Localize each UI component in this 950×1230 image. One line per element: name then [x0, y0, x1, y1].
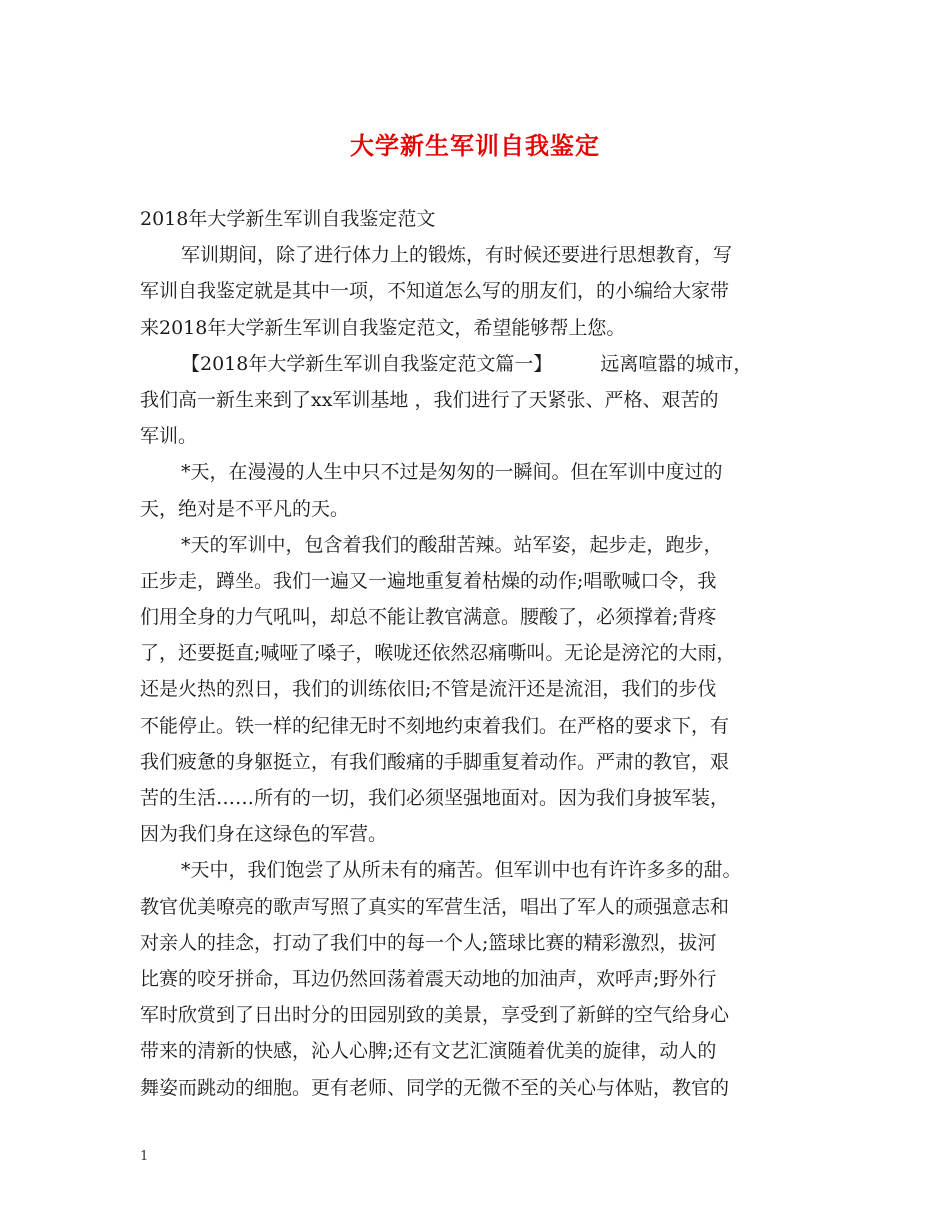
document-title: 大学新生军训自我鉴定	[350, 131, 600, 160]
paragraph-line: 比赛的咬牙拼命，耳边仍然回荡着震天动地的加油声，欢呼声;野外行	[140, 967, 717, 990]
paragraph-line: 来2018年大学新生军训自我鉴定范文，希望能够帮上您。	[140, 316, 626, 339]
paragraph-line: 教官优美嘹亮的歌声写照了真实的军营生活，唱出了军人的顽强意志和	[140, 895, 730, 918]
section-heading-line	[140, 346, 820, 382]
section-heading: 【2018年大学新生军训自我鉴定范文篇一】	[181, 352, 553, 375]
paragraph-line: 军训期间，除了进行体力上的锻炼，有时候还要进行思想教育，写	[181, 244, 733, 267]
paragraph-line: 苦的生活……所有的一切，我们必须坚强地面对。因为我们身披军装，	[140, 787, 730, 809]
paragraph-line: 我们高一新生来到了xx军训基地 ，我们进行了天紧张、严格、艰苦的	[140, 388, 719, 411]
paragraph-line: 天，绝对是不平凡的天。	[140, 497, 350, 520]
paragraph-line: 军训自我鉴定就是其中一项，不知道怎么写的朋友们，的小编给大家带	[140, 280, 730, 303]
page-number: 1	[140, 1149, 149, 1164]
paragraph-line: *天的军训中，包含着我们的酸甜苦辣。站军姿，起步走，跑步，	[181, 533, 723, 556]
paragraph-line: 军训。	[140, 425, 198, 448]
paragraph-line: *天中，我们饱尝了从所未有的痛苦。但军训中也有许许多多的甜。	[181, 859, 742, 882]
paragraph-line: 带来的清新的快感，沁人心脾;还有文艺汇演随着优美的旋律，动人的	[140, 1040, 717, 1063]
paragraph-line: 了，还要挺直;喊哑了嗓子，喉咙还依然忍痛嘶叫。无论是滂沱的大雨，	[140, 642, 736, 665]
paragraph-line: *天，在漫漫的人生中只不过是匆匆的一瞬间。但在军训中度过的	[181, 461, 723, 484]
paragraph-line: 们用全身的力气吼叫，却总不能让教官满意。腰酸了，必须撑着;背疼	[140, 606, 717, 629]
subtitle-line: 2018年大学新生军训自我鉴定范文	[140, 208, 436, 230]
paragraph-line: 正步走，蹲坐。我们一遍又一遍地重复着枯燥的动作;唱歌喊口令，我	[140, 569, 717, 592]
paragraph-line: 还是火热的烈日，我们的训练依旧;不管是流汗还是流泪，我们的步伐	[140, 678, 717, 701]
paragraph-line: 因为我们身在这绿色的军营。	[140, 823, 388, 846]
document-body	[140, 201, 820, 1106]
paragraph-line: 不能停止。铁一样的纪律无时不刻地约束着我们。在严格的要求下，有	[140, 714, 730, 737]
paragraph-line: 对亲人的挂念，打动了我们中的每一个人;篮球比赛的精彩激烈，拔河	[140, 931, 717, 954]
paragraph-line: 舞姿而跳动的细胞。更有老师、同学的无微不至的关心与体贴，教官的	[140, 1076, 730, 1099]
paragraph-line: 军时欣赏到了日出时分的田园别致的美景，享受到了新鲜的空气给身心	[140, 1004, 730, 1027]
paragraph-line: 我们疲惫的身躯挺立，有我们酸痛的手脚重复着动作。严肃的教官，艰	[140, 750, 730, 773]
paragraph-text: 远离喧嚣的城市，	[600, 352, 753, 375]
